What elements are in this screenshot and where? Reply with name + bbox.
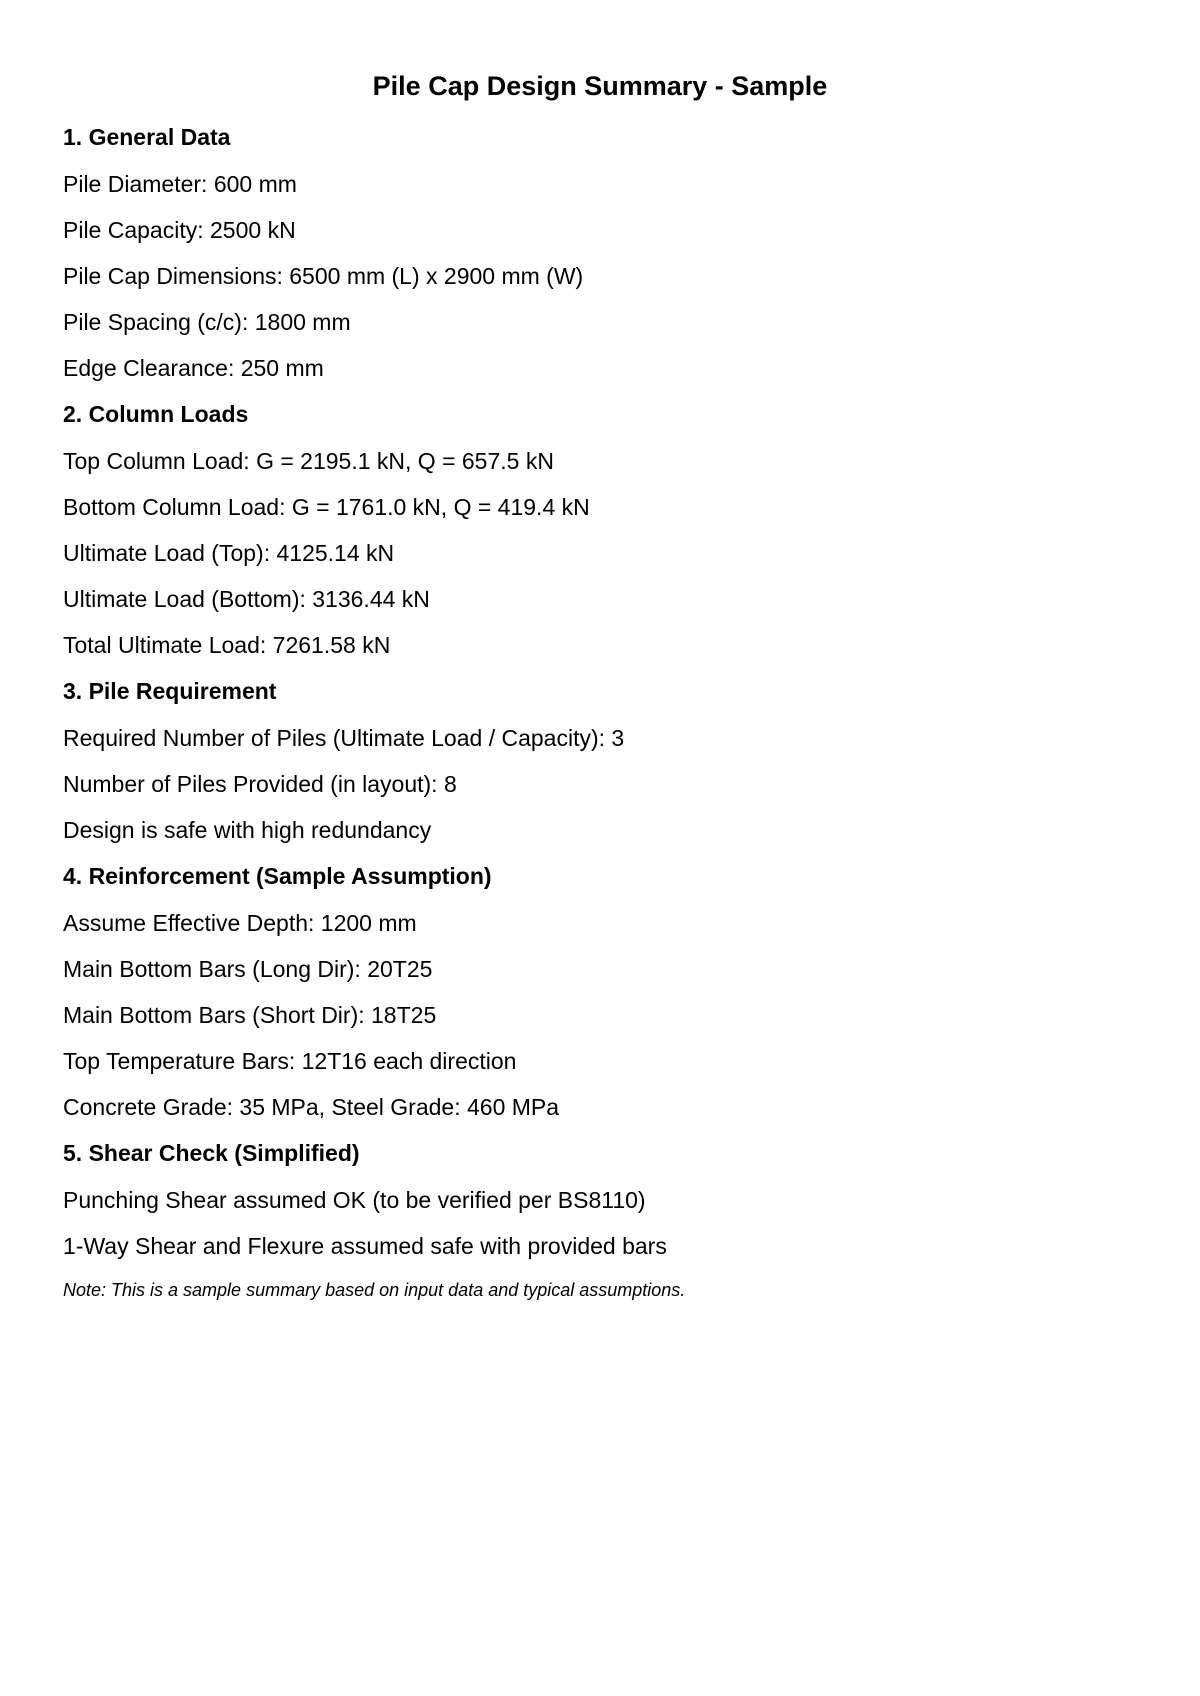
text-line: Pile Capacity: 2500 kN: [63, 217, 296, 243]
text-line: Pile Cap Dimensions: 6500 mm (L) x 2900 mm (W): [63, 263, 584, 289]
text-line: Design is safe with high redundancy: [63, 817, 432, 843]
section-reinforcement: [63, 862, 1137, 1121]
text-line: Punching Shear assumed OK (to be verified per BS8110): [63, 1187, 646, 1213]
section-heading: 1. General Data: [63, 124, 231, 150]
text-line: Main Bottom Bars (Short Dir): 18T25: [63, 1002, 437, 1028]
text-line: Total Ultimate Load: 7261.58 kN: [63, 632, 391, 658]
text-line: Assume Effective Depth: 1200 mm: [63, 910, 417, 936]
text-line: Pile Spacing (c/c): 1800 mm: [63, 309, 351, 335]
section-general-data: [63, 123, 1137, 382]
section-heading: 2. Column Loads: [63, 401, 249, 427]
section-column-loads: [63, 400, 1137, 659]
text-line: Edge Clearance: 250 mm: [63, 355, 324, 381]
section-heading: 5. Shear Check (Simplified): [63, 1140, 360, 1166]
section-shear-check: [63, 1139, 1137, 1260]
text-line: Top Column Load: G = 2195.1 kN, Q = 657.5 kN: [63, 448, 554, 474]
section-heading: 4. Reinforcement (Sample Assumption): [63, 863, 492, 889]
text-line: Ultimate Load (Bottom): 3136.44 kN: [63, 586, 430, 612]
page-title: Pile Cap Design Summary - Sample: [372, 71, 828, 101]
text-line: Main Bottom Bars (Long Dir): 20T25: [63, 956, 433, 982]
text-line: 1-Way Shear and Flexure assumed safe with provided bars: [63, 1233, 667, 1259]
text-line: Ultimate Load (Top): 4125.14 kN: [63, 540, 395, 566]
section-heading: 3. Pile Requirement: [63, 678, 277, 704]
text-line: Top Temperature Bars: 12T16 each direction: [63, 1048, 517, 1074]
text-line: Pile Diameter: 600 mm: [63, 171, 297, 197]
text-line: Concrete Grade: 35 MPa, Steel Grade: 460 MPa: [63, 1094, 560, 1120]
footnote: Note: This is a sample summary based on input data and typical assumptions.: [63, 1280, 686, 1300]
section-pile-requirement: [63, 677, 1137, 844]
text-line: Required Number of Piles (Ultimate Load / Capacity): 3: [63, 725, 625, 751]
text-line: Number of Piles Provided (in layout): 8: [63, 771, 457, 797]
text-line: Bottom Column Load: G = 1761.0 kN, Q = 419.4 kN: [63, 494, 590, 520]
